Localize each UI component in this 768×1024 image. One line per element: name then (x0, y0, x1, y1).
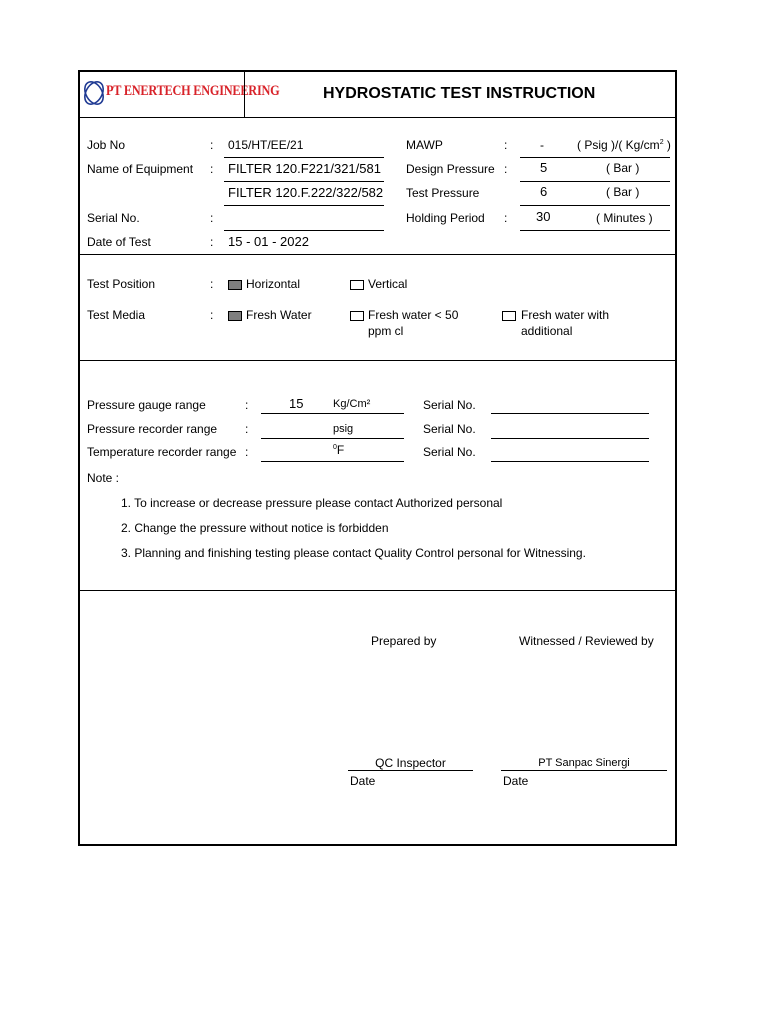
pressure-recorder-serial-line (491, 438, 649, 439)
temp-recorder-unit: $^0$F (333, 443, 345, 457)
serial-label: Serial No. (87, 211, 140, 225)
test-pressure-value: 6 (540, 184, 548, 199)
holding-period-underline (520, 230, 670, 231)
test-position-colon: : (210, 277, 214, 291)
info-section-bottom-line (80, 254, 677, 255)
job-no-colon: : (210, 138, 214, 152)
mawp-label: MAWP (406, 138, 443, 152)
equipment-colon: : (210, 162, 214, 176)
design-pressure-label: Design Pressure (406, 162, 495, 176)
prepared-by-label: Prepared by (371, 634, 437, 648)
test-pressure-unit: ( Bar ) (606, 185, 640, 199)
company-signature-label: PT Sanpac Sinergi (538, 757, 630, 769)
design-pressure-value: 5 (540, 160, 548, 175)
pressure-gauge-label: Pressure gauge range (87, 398, 206, 412)
pressure-gauge-serial-line (491, 413, 649, 414)
qc-date-label: Date (350, 774, 376, 788)
pressure-gauge-underline (261, 413, 404, 414)
vertical-checkbox[interactable] (350, 280, 364, 290)
holding-period-label: Holding Period (406, 211, 485, 225)
company-name: PT ENERTECH ENGINEERING (106, 83, 280, 99)
ppm-option-label-line2: ppm cl (368, 324, 404, 338)
company-signature-line (501, 770, 667, 771)
ppm-checkbox[interactable] (350, 311, 364, 321)
date-label: Date of Test (87, 235, 151, 249)
test-media-label: Test Media (87, 308, 146, 322)
equipment-value-2: FILTER 120.F.222/322/582 (228, 185, 384, 200)
equipment-underline-2 (224, 205, 384, 206)
equipment-underline-1 (224, 181, 384, 182)
holding-period-value: 30 (536, 209, 551, 224)
note-item: 1. To increase or decrease pressure please contact Authorized personal (121, 496, 503, 510)
mawp-value: - (540, 138, 544, 152)
mawp-underline (520, 157, 670, 158)
fresh-water-option-label: Fresh Water (246, 308, 312, 322)
equipment-label: Name of Equipment (87, 162, 194, 176)
form-title: HYDROSTATIC TEST INSTRUCTION (323, 85, 596, 102)
test-pressure-label: Test Pressure (406, 186, 480, 200)
pressure-gauge-unit: Kg/Cm² (333, 398, 371, 410)
pressure-recorder-serial-label: Serial No. (423, 422, 476, 436)
media-section-bottom-line (80, 360, 677, 361)
mawp-colon: : (504, 138, 508, 152)
note-label: Note : (87, 471, 120, 485)
horizontal-checkbox[interactable] (228, 280, 242, 290)
temp-recorder-colon: : (245, 445, 249, 459)
design-pressure-underline (520, 181, 670, 182)
additional-option-label-line1: Fresh water with (521, 308, 610, 322)
qc-signature-line (348, 770, 473, 771)
notes-section-bottom-line (80, 590, 677, 591)
job-no-underline (224, 157, 384, 158)
hydrostatic-test-form (78, 70, 677, 846)
pressure-recorder-label: Pressure recorder range (87, 422, 218, 436)
test-pressure-underline (520, 205, 670, 206)
header-bottom-line (80, 117, 677, 118)
test-media-colon: : (210, 308, 214, 322)
fresh-water-checkbox[interactable] (228, 311, 242, 321)
additional-option-label-line2: additional (521, 324, 573, 338)
serial-colon: : (210, 211, 214, 225)
vertical-option-label: Vertical (368, 277, 408, 291)
pressure-gauge-serial-label: Serial No. (423, 398, 476, 412)
ppm-option-label-line1: Fresh water < 50 (368, 308, 459, 322)
date-value: 15 - 01 - 2022 (228, 234, 309, 249)
job-no-label: Job No (87, 138, 126, 152)
company-date-label: Date (503, 774, 529, 788)
job-no-value: 015/HT/EE/21 (228, 138, 304, 152)
note-item: 2. Change the pressure without notice is forbidden (121, 521, 389, 535)
temp-recorder-label: Temperature recorder range (87, 445, 237, 459)
date-colon: : (210, 235, 214, 249)
horizontal-option-label: Horizontal (246, 277, 301, 291)
test-position-label: Test Position (87, 277, 156, 291)
temp-recorder-serial-label: Serial No. (423, 445, 476, 459)
pressure-recorder-underline (261, 438, 404, 439)
pressure-gauge-value: 15 (289, 396, 304, 411)
pressure-recorder-colon: : (245, 422, 249, 436)
serial-underline (224, 230, 384, 231)
pressure-gauge-colon: : (245, 398, 249, 412)
mawp-unit: ( Psig )/( $Kg/cm^2$ ) (577, 138, 671, 152)
company-logo-icon (84, 78, 104, 108)
holding-period-unit: ( Minutes ) (596, 211, 653, 225)
design-pressure-colon: : (504, 162, 508, 176)
qc-inspector-label: QC Inspector (375, 756, 446, 770)
pressure-recorder-unit: psig (333, 423, 354, 435)
design-pressure-unit: ( Bar ) (606, 161, 640, 175)
header-divider (244, 72, 245, 117)
temp-recorder-serial-line (491, 461, 649, 462)
note-item: 3. Planning and finishing testing please contact Quality Control personal for Witnessing. (121, 546, 586, 560)
additional-checkbox[interactable] (502, 311, 516, 321)
holding-period-colon: : (504, 211, 508, 225)
witnessed-by-label: Witnessed / Reviewed by (519, 634, 654, 648)
equipment-value-1: FILTER 120.F221/321/581 (228, 161, 381, 176)
temp-recorder-underline (261, 461, 404, 462)
